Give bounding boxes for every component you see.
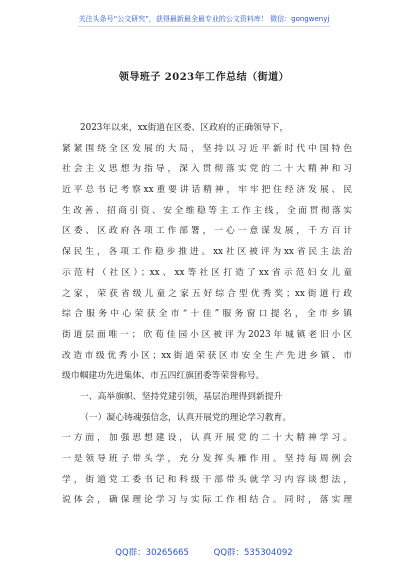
body-line: 学，街道党工委书记和科级干部带头就学习内容谈想法， xyxy=(62,474,352,485)
body-line: 示范村（社区）；xx、xx等社区打造了xx省示范妇女儿童 xyxy=(62,267,352,278)
body-line: 社会主义思想为指导，深入贯彻落实党的二十大精神和习 xyxy=(62,164,352,175)
footer-qq-groups xyxy=(0,546,408,558)
body-line: 生改善、招商引资、安全维稳等主工作主线，全面贯彻落实 xyxy=(62,205,352,216)
body-line: 一方面，加强思想建设，认真开展党的二十大精神学习。 xyxy=(62,433,352,444)
body-line: 说体会，确保理论学习与实际工作相结合。同时，落实理 xyxy=(62,495,352,506)
body-line: 2023年以来，xx街道在区委、区政府的正确领导下， xyxy=(80,123,289,133)
body-line: 级巾帼建功先进集体、市五四红旗团委等荣誉称号。 xyxy=(62,371,265,382)
section-heading: 一、高举旗帜、坚持党建引领，基层治理得到新提升 xyxy=(80,391,283,402)
header-divider xyxy=(78,26,330,27)
body-line: 街道层面唯一；欣荀佳园小区被评为2023年城镇老旧小区 xyxy=(62,329,352,340)
body-line: 区委、区政府各项工作部署，一心一意谋发展，千方百计 xyxy=(62,226,352,237)
body-line: 紧紧围绕全区发展的大局，坚持以习近平新时代中国特色 xyxy=(62,143,352,154)
footer-qq-group-2: QQ群：535304092 xyxy=(213,548,293,558)
footer-qq-group-1: QQ群：30265665 xyxy=(115,548,189,558)
body-line: 之家，荣获省级儿童之家五好综合型优秀奖；xx街道行政 xyxy=(62,288,352,299)
document-title: 领导班子 2023年工作总结（街道） xyxy=(118,72,290,83)
body-line: 一是领导班子带头学，充分发挥头雁作用。坚持每周例会 xyxy=(62,454,352,464)
body-line: 近平总书记考察xx重要讲话精神，牢牢把住经济发展、民 xyxy=(62,185,352,196)
header-promo-text: 关注头条号“公文研究”，获得最新最全最专业的公文资料库！ 微信：gongwenyj xyxy=(78,15,330,23)
body-line: 改造市级优秀小区；xx街道荣获区市安全生产先进乡镇、市 xyxy=(62,350,352,361)
body-line: 保民生，各项工作稳步推进。xx社区被评为xx省民主法治 xyxy=(62,247,352,258)
document-body xyxy=(62,118,352,511)
subsection-heading: （一）凝心铸魂强信念，认真开展党的理论学习教育。 xyxy=(80,412,292,423)
body-line: 综合服务中心荣获全市“十佳”服务窗口提名，全市乡镇 xyxy=(62,309,352,320)
